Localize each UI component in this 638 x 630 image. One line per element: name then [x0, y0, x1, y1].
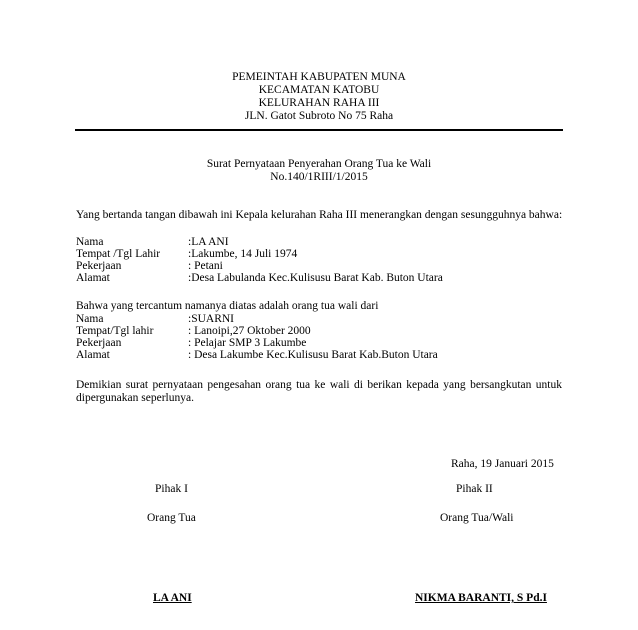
closing-paragraph: [76, 379, 562, 405]
detail-label: Tempat /Tgl Lahir: [76, 248, 161, 260]
detail-label: Pekerjaan: [76, 260, 122, 272]
detail-label: Tempat/Tgl lahir: [76, 325, 154, 337]
party1-title: Pihak I: [155, 483, 188, 495]
party2-title: Pihak II: [456, 483, 493, 495]
letterhead: [0, 71, 638, 123]
detail-label: Pekerjaan: [76, 337, 122, 349]
detail-value: : Lanoipi,27 Oktober 2000: [188, 325, 311, 337]
intro-paragraph: Yang bertanda tangan dibawah ini Kepala kelurahan Raha III menerangkan dengan sesungguhnya bahwa:: [76, 209, 563, 221]
detail-value: :SUARNI: [188, 313, 235, 325]
detail-label: Alamat: [76, 349, 110, 361]
place-date: Raha, 19 Januari 2015: [451, 458, 554, 470]
party1-role: Orang Tua: [147, 512, 196, 524]
closing-line-2: dipergunakan seperlunya.: [76, 392, 194, 404]
party1-signature-name: LA ANI: [153, 592, 192, 604]
detail-value: : Desa Lakumbe Kec.Kulisusu Barat Kab.Buton Utara: [188, 349, 438, 361]
letterhead-government: PEMEINTAH KABUPATEN MUNA: [232, 71, 406, 83]
guardian-statement: Bahwa yang tercantum namanya diatas adalah orang tua wali dari: [76, 300, 379, 312]
detail-label: Alamat: [76, 272, 110, 284]
detail-value: : Pelajar SMP 3 Lakumbe: [188, 337, 307, 349]
party2-signature-name: NIKMA BARANTI, S Pd.I: [415, 592, 547, 604]
detail-value: :Desa Labulanda Kec.Kulisusu Barat Kab. Buton Utara: [188, 272, 443, 284]
detail-value: : Petani: [188, 260, 223, 272]
letterhead-village: KELURAHAN RAHA III: [258, 97, 380, 109]
letter-title: [0, 158, 638, 184]
header-divider: [75, 129, 563, 131]
letterhead-district: KECAMATAN KATOBU: [258, 84, 380, 96]
detail-label: Nama: [76, 313, 104, 325]
letterhead-address: JLN. Gatot Subroto No 75 Raha: [244, 110, 394, 122]
detail-label: Nama: [76, 236, 104, 248]
detail-value: :Lakumbe, 14 Juli 1974: [188, 248, 298, 260]
letter-title-text: Surat Pernyataan Penyerahan Orang Tua ke Wali: [206, 158, 432, 170]
party2-role: Orang Tua/Wali: [440, 512, 514, 524]
detail-value: :LA ANI: [188, 236, 229, 248]
closing-line-1: Demikian surat pernyataan pengesahan orang tua ke wali di berikan kepada yang bersangkutan untuk: [76, 379, 562, 391]
letter-number: No.140/1RIII/1/2015: [270, 171, 368, 183]
